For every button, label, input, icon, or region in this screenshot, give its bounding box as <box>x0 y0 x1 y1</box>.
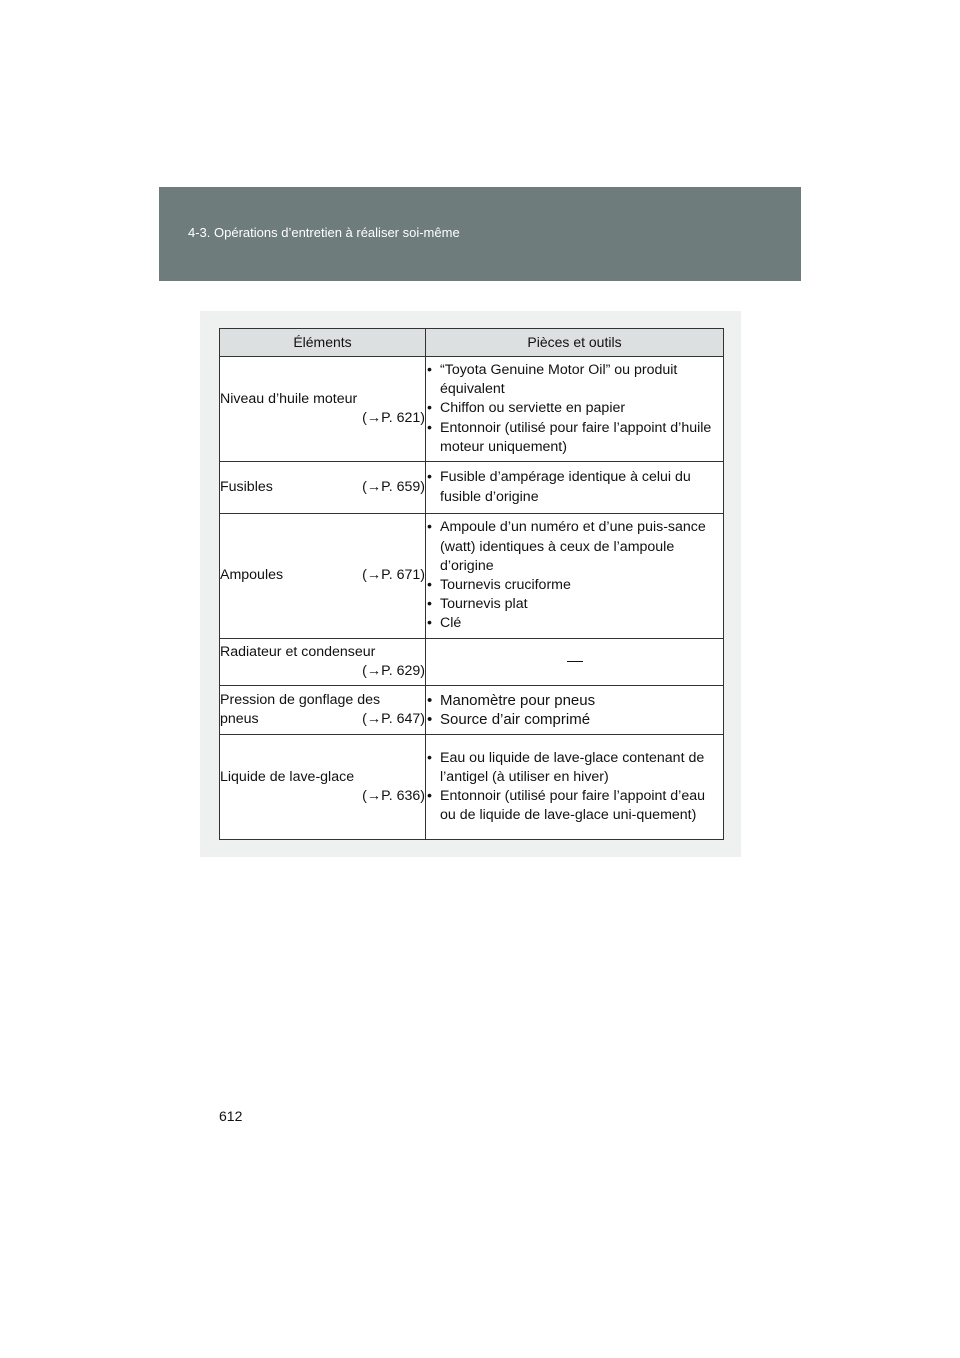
element-name: Liquide de lave-glace <box>220 768 355 785</box>
element-name-continued: pneus <box>220 711 259 727</box>
column-header-elements: Éléments <box>220 329 426 357</box>
page-reference: (→P. 621) <box>362 410 425 426</box>
element-name: Pression de gonflage des <box>220 691 381 708</box>
table-row <box>220 357 724 462</box>
maintenance-table <box>219 328 724 840</box>
list-item: • Tournevis plat <box>426 595 723 614</box>
table-row <box>220 462 724 514</box>
section-title: 4-3. Opérations d’entretien à réaliser soi-même <box>188 225 460 240</box>
table-row <box>220 686 724 735</box>
parts-cell-empty <box>426 639 724 686</box>
parts-cell <box>426 462 724 514</box>
header-band <box>159 187 801 281</box>
list-item: • Entonnoir (utilisé pour faire l’appoint d’huile moteur uniquement) <box>426 419 723 457</box>
column-header-parts: Pièces et outils <box>426 329 724 357</box>
element-cell <box>220 357 426 462</box>
page-reference: (→P. 671) <box>362 567 425 584</box>
list-item: • Clé <box>426 614 723 633</box>
list-item: • “Toyota Genuine Motor Oil” ou produit équivalent <box>426 361 723 399</box>
list-item: • Chiffon ou serviette en papier <box>426 399 723 418</box>
table-header-row <box>220 329 724 357</box>
page-reference: (→P. 636) <box>362 788 425 804</box>
element-name: Radiateur et condenseur <box>220 643 376 660</box>
element-name: Niveau d’huile moteur <box>220 390 358 407</box>
page-reference: (→P. 629) <box>362 663 425 679</box>
parts-cell <box>426 686 724 735</box>
table-row <box>220 639 724 686</box>
page-number: 612 <box>219 1108 243 1124</box>
list-item: • Ampoule d’un numéro et d’une puis-sance (watt) identiques à ceux de l’ampoule d’origine <box>426 518 723 576</box>
list-item: • Eau ou liquide de lave-glace contenant de l’antigel (à utiliser en hiver) <box>426 749 723 787</box>
list-item: • Fusible d’ampérage identique à celui du fusible d’origine <box>426 468 723 506</box>
element-cell <box>220 735 426 840</box>
element-cell <box>220 686 426 735</box>
page-reference: (→P. 659) <box>362 478 425 495</box>
table-row <box>220 514 724 639</box>
parts-cell <box>426 357 724 462</box>
element-name: Ampoules <box>220 567 284 584</box>
list-item: • Manomètre pour pneus <box>426 691 723 710</box>
table-row <box>220 735 724 840</box>
parts-cell <box>426 514 724 639</box>
list-item: • Tournevis cruciforme <box>426 576 723 595</box>
parts-cell <box>426 735 724 840</box>
element-cell <box>220 639 426 686</box>
element-cell <box>220 462 426 514</box>
page-reference: (→P. 647) <box>362 711 425 727</box>
list-item: • Source d’air comprimé <box>426 710 723 729</box>
list-item: • Entonnoir (utilisé pour faire l’appoint d’eau ou de liquide de lave-glace uni-quement) <box>426 787 723 825</box>
element-cell <box>220 514 426 639</box>
em-dash <box>567 661 583 662</box>
element-name: Fusibles <box>220 478 273 495</box>
